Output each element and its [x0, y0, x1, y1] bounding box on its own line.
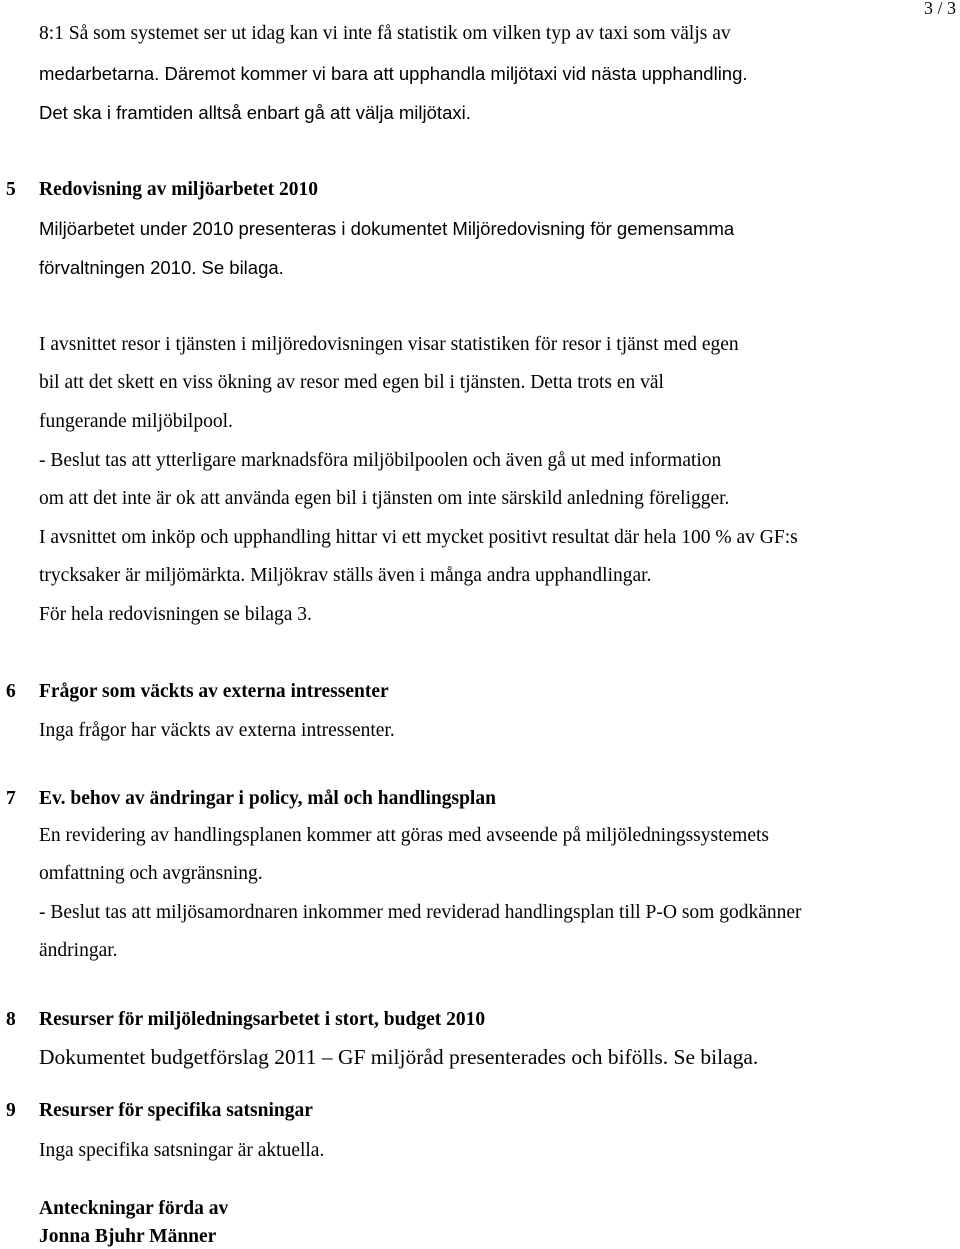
section-5-p5-line-1: För hela redovisningen se bilaga 3.	[39, 604, 312, 625]
section-7-line-3: - Beslut tas att miljösamordnaren inkommer med reviderad handlingsplan till P-O som godkänner	[39, 902, 802, 923]
intro-line-3: Det ska i framtiden alltså enbart gå att välja miljötaxi.	[39, 102, 471, 123]
section-5-p3-line-2: om att det inte är ok att använda egen bil i tjänsten om inte särskild anledning föreligger.	[39, 488, 730, 509]
section-8-number: 8	[6, 1009, 16, 1030]
section-7-line-4: ändringar.	[39, 940, 118, 961]
section-5-number: 5	[6, 179, 16, 200]
signature-name: Jonna Bjuhr Männer	[39, 1226, 217, 1247]
section-5-p1-line-1: Miljöarbetet under 2010 presenteras i dokumentet Miljöredovisning för gemensamma	[39, 218, 735, 239]
section-8-heading: Resurser för miljöledningsarbetet i stort, budget 2010	[39, 1009, 486, 1030]
section-7-heading: Ev. behov av ändringar i policy, mål och handlingsplan	[39, 788, 496, 809]
section-5-heading: Redovisning av miljöarbetet 2010	[39, 179, 318, 200]
section-7-line-1: En revidering av handlingsplanen kommer att göras med avseende på miljöledningssystemets	[39, 825, 769, 846]
page-number: 3 / 3	[923, 0, 956, 18]
section-9-line-1: Inga specifika satsningar är aktuella.	[39, 1140, 325, 1161]
section-5-p1-line-2: förvaltningen 2010. Se bilaga.	[39, 257, 284, 278]
section-7-number: 7	[6, 788, 16, 809]
section-9-number: 9	[6, 1100, 16, 1121]
section-5-p2-line-1: I avsnittet resor i tjänsten i miljöredovisningen visar statistiken för resor i tjänst med egen	[39, 334, 739, 355]
section-5-p4-line-2: trycksaker är miljömärkta. Miljökrav ställs även i många andra upphandlingar.	[39, 565, 652, 586]
section-9-heading: Resurser för specifika satsningar	[39, 1100, 313, 1121]
section-6-heading: Frågor som väckts av externa intressenter	[39, 681, 389, 702]
section-5-p3-line-1: - Beslut tas att ytterligare marknadsföra miljöbilpoolen och även gå ut med information	[39, 450, 722, 471]
section-5-p4-line-1: I avsnittet om inköp och upphandling hittar vi ett mycket positivt resultat där hela 100 % av GF:s	[39, 527, 798, 548]
intro-line-1: 8:1 Så som systemet ser ut idag kan vi inte få statistik om vilken typ av taxi som väljs av	[39, 23, 731, 44]
section-6-line-1: Inga frågor har väckts av externa intressenter.	[39, 720, 395, 741]
signature-label: Anteckningar förda av	[39, 1198, 229, 1219]
intro-line-2: medarbetarna. Däremot kommer vi bara att upphandla miljötaxi vid nästa upphandling.	[39, 63, 748, 84]
section-6-number: 6	[6, 681, 16, 702]
section-8-line-1: Dokumentet budgetförslag 2011 – GF miljöråd presenterades och bifölls. Se bilaga.	[39, 1045, 759, 1069]
section-7-line-2: omfattning och avgränsning.	[39, 863, 263, 884]
section-5-p2-line-3: fungerande miljöbilpool.	[39, 411, 233, 432]
section-5-p2-line-2: bil att det skett en viss ökning av resor med egen bil i tjänsten. Detta trots en väl	[39, 372, 664, 393]
